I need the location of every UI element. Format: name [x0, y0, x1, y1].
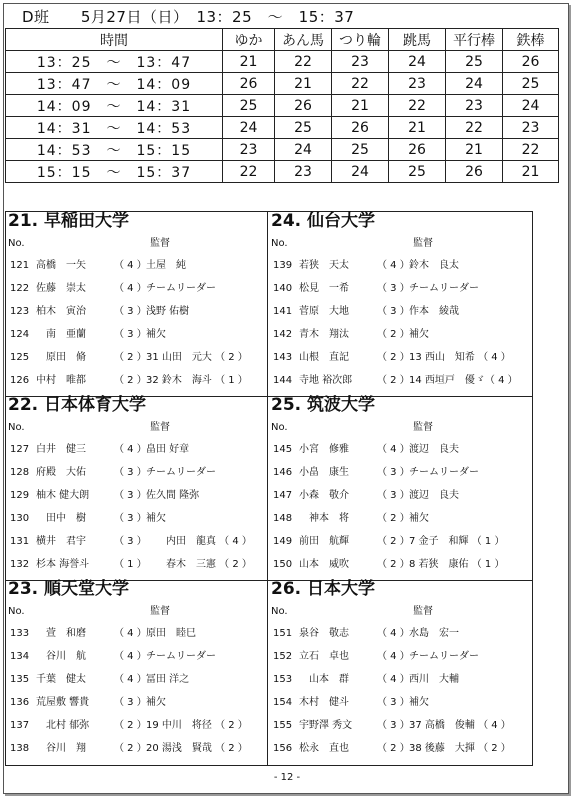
staff-or-reserve: 32 鈴木 海斗 （ 1 ）: [146, 375, 248, 386]
athlete-name: 杉本 海誉斗: [36, 559, 90, 570]
athlete-number: 125: [10, 352, 30, 363]
no-label: No.: [8, 422, 25, 433]
team-number-cell: 24: [332, 161, 389, 183]
team-number-cell: 22: [332, 73, 389, 95]
athlete-year: （ 3 ）: [114, 329, 147, 340]
athlete-name: 山根 直記: [299, 352, 349, 363]
table-header-row: [6, 29, 559, 51]
athlete-name: 菅原 大地: [299, 306, 349, 317]
athlete-year: （ 4 ）: [377, 651, 410, 662]
roster-row: [269, 349, 525, 367]
athlete-name: 田中 樹: [36, 513, 86, 524]
athlete-number: 150: [273, 559, 293, 570]
athlete-number: 131: [10, 536, 30, 547]
team-number-cell: 24: [446, 73, 503, 95]
team-number-cell: 26: [446, 161, 503, 183]
roster-row: [6, 441, 262, 459]
athlete-year: （ 3 ）: [377, 697, 410, 708]
athlete-year: （ 4 ）: [114, 260, 147, 271]
staff-or-reserve: 鈴木 良太: [409, 260, 459, 271]
team-number-cell: 25: [503, 73, 559, 95]
team-number-cell: 24: [223, 117, 275, 139]
staff-or-reserve: 補欠: [146, 697, 166, 708]
athlete-name: 宇野澤 秀文: [299, 720, 353, 731]
athlete-number: 134: [10, 651, 30, 662]
roster-row: [269, 510, 525, 528]
athlete-name: 柏木 寅治: [36, 306, 86, 317]
athlete-name: 若狭 天太: [299, 260, 349, 271]
team-name: 26. 日本大学: [271, 579, 376, 599]
time-slot: 14：31 ～ 14：53: [6, 117, 223, 139]
staff-or-reserve: 浅野 佑樹: [146, 306, 190, 317]
team-number-cell: 23: [503, 117, 559, 139]
staff-or-reserve: 内田 龍真 （ 4 ）: [146, 536, 252, 547]
athlete-number: 152: [273, 651, 293, 662]
team-block: [6, 396, 264, 580]
team-number-cell: 23: [332, 51, 389, 73]
staff-or-reserve: 冨田 洋之: [146, 674, 190, 685]
athlete-number: 153: [273, 674, 293, 685]
team-number-cell: 26: [223, 73, 275, 95]
team-number-cell: 25: [332, 139, 389, 161]
roster-row: [6, 487, 262, 505]
team-number-cell: 26: [503, 51, 559, 73]
athlete-number: 122: [10, 283, 30, 294]
staff-or-reserve: 7 金子 和輝 （ 1 ）: [409, 536, 505, 547]
team-number-cell: 25: [389, 161, 446, 183]
athlete-name: 谷川 航: [36, 651, 86, 662]
roster-row: [6, 349, 262, 367]
athlete-number: 155: [273, 720, 293, 731]
roster-row: [6, 625, 262, 643]
roster-row: [6, 303, 262, 321]
athlete-name: 立石 卓也: [299, 651, 349, 662]
athlete-year: （ 2 ）: [377, 559, 410, 570]
athlete-year: （ 3 ）: [114, 513, 147, 524]
staff-or-reserve: 渡辺 良夫: [409, 490, 459, 501]
staff-or-reserve: 西川 大輔: [409, 674, 459, 685]
athlete-year: （ 4 ）: [377, 260, 410, 271]
roster-row: [269, 303, 525, 321]
athlete-year: （ 3 ）: [377, 720, 410, 731]
staff-or-reserve: 19 中川 将径 （ 2 ）: [146, 720, 248, 731]
roster-row: [6, 556, 262, 574]
athlete-name: 白井 健三: [36, 444, 86, 455]
roster-row: [6, 280, 262, 298]
athlete-year: （ 3 ）: [377, 306, 410, 317]
staff-or-reserve: チームリーダー: [146, 651, 216, 662]
roster-row: [6, 326, 262, 344]
athlete-year: （ 4 ）: [114, 651, 147, 662]
athlete-name: 木村 健斗: [299, 697, 349, 708]
athlete-name: 小畠 康生: [299, 467, 349, 478]
athlete-year: （ 2 ）: [114, 375, 147, 386]
coach-label: 監督: [150, 238, 170, 249]
no-label: No.: [271, 238, 288, 249]
team-number-cell: 25: [275, 117, 332, 139]
time-slot: 13：47 ～ 14：09: [6, 73, 223, 95]
athlete-number: 135: [10, 674, 30, 685]
team-grid: [5, 211, 533, 766]
athlete-name: 北村 郁弥: [36, 720, 90, 731]
roster-row: [269, 717, 525, 735]
roster-row: [269, 694, 525, 712]
team-number-cell: 23: [223, 139, 275, 161]
roster-row: [269, 464, 525, 482]
athlete-name: 松永 直也: [299, 743, 349, 754]
athlete-year: （ 2 ）: [377, 536, 410, 547]
team-number-cell: 24: [275, 139, 332, 161]
no-label: No.: [271, 606, 288, 617]
athlete-name: 小宮 修雅: [299, 444, 349, 455]
team-number-cell: 25: [446, 51, 503, 73]
athlete-year: （ 3 ）: [114, 490, 147, 501]
staff-or-reserve: 原田 睦巳: [146, 628, 196, 639]
roster-row: [6, 257, 262, 275]
team-name: 23. 順天堂大学: [8, 579, 130, 599]
athlete-number: 127: [10, 444, 30, 455]
event-header: ゆか: [223, 29, 275, 51]
athlete-year: （ 2 ）: [377, 375, 410, 386]
table-row: [6, 95, 559, 117]
athlete-year: （ 2 ）: [377, 513, 410, 524]
team-number-cell: 21: [275, 73, 332, 95]
team-block: [269, 396, 527, 580]
staff-or-reserve: 補欠: [409, 329, 429, 340]
athlete-year: （ 4 ）: [114, 444, 147, 455]
roster-row: [6, 740, 262, 758]
athlete-name: 山本 群: [299, 674, 349, 685]
coach-label: 監督: [413, 238, 433, 249]
staff-or-reserve: 14 西垣戸 優ゞ（ 4 ）: [409, 375, 518, 386]
time-slot: 13：25 ～ 13：47: [6, 51, 223, 73]
event-header: あん馬: [275, 29, 332, 51]
no-label: No.: [8, 606, 25, 617]
staff-or-reserve: チームリーダー: [146, 283, 216, 294]
team-number-cell: 21: [503, 161, 559, 183]
roster-row: [269, 533, 525, 551]
table-row: [6, 117, 559, 139]
staff-or-reserve: チームリーダー: [409, 467, 479, 478]
athlete-name: 府殿 大佑: [36, 467, 86, 478]
team-block: [269, 212, 527, 396]
coach-label: 監督: [150, 606, 170, 617]
rotation-table: [5, 28, 559, 183]
athlete-name: 谷川 翔: [36, 743, 86, 754]
team-name: 24. 仙台大学: [271, 211, 376, 231]
team-number-cell: 22: [446, 117, 503, 139]
athlete-number: 144: [273, 375, 293, 386]
athlete-year: （ 2 ）: [114, 352, 147, 363]
roster-row: [269, 372, 525, 390]
athlete-number: 138: [10, 743, 30, 754]
athlete-year: （ 4 ）: [377, 628, 410, 639]
athlete-number: 121: [10, 260, 30, 271]
team-name: 25. 筑波大学: [271, 395, 376, 415]
athlete-number: 128: [10, 467, 30, 478]
athlete-number: 147: [273, 490, 293, 501]
athlete-number: 143: [273, 352, 293, 363]
athlete-year: （ 2 ）: [377, 329, 410, 340]
team-number-cell: 22: [503, 139, 559, 161]
athlete-year: （ 3 ）: [377, 283, 410, 294]
team-number-cell: 23: [275, 161, 332, 183]
staff-or-reserve: 春木 三憲 （ 2 ）: [146, 559, 252, 570]
staff-or-reserve: 31 山田 元大 （ 2 ）: [146, 352, 248, 363]
athlete-name: 柚木 健大朗: [36, 490, 90, 501]
roster-row: [6, 372, 262, 390]
team-number-cell: 26: [332, 117, 389, 139]
athlete-name: 原田 脩: [36, 352, 86, 363]
staff-or-reserve: 渡辺 良夫: [409, 444, 459, 455]
athlete-year: （ 4 ）: [377, 444, 410, 455]
team-name: 22. 日本体育大学: [8, 395, 147, 415]
athlete-name: 泉谷 敬志: [299, 628, 349, 639]
staff-or-reserve: 土屋 純: [146, 260, 186, 271]
athlete-year: （ 3 ）: [377, 490, 410, 501]
schedule-header: [22, 6, 354, 26]
athlete-name: 中村 唯都: [36, 375, 86, 386]
staff-or-reserve: 13 西山 知希 （ 4 ）: [409, 352, 511, 363]
athlete-number: 156: [273, 743, 293, 754]
staff-or-reserve: 20 湯浅 賢哉 （ 2 ）: [146, 743, 248, 754]
athlete-name: 寺地 裕次郎: [299, 375, 353, 386]
athlete-name: 小森 敬介: [299, 490, 349, 501]
roster-row: [6, 694, 262, 712]
event-header: 平行棒: [446, 29, 503, 51]
athlete-number: 130: [10, 513, 30, 524]
team-number-cell: 21: [332, 95, 389, 117]
athlete-name: 神本 将: [299, 513, 349, 524]
table-row: [6, 139, 559, 161]
roster-row: [269, 671, 525, 689]
team-number-cell: 21: [223, 51, 275, 73]
athlete-number: 132: [10, 559, 30, 570]
roster-row: [269, 257, 525, 275]
team-block: [6, 580, 264, 764]
athlete-number: 142: [273, 329, 293, 340]
roster-row: [6, 533, 262, 551]
event-header: 跳馬: [389, 29, 446, 51]
roster-row: [269, 625, 525, 643]
team-number-cell: 21: [446, 139, 503, 161]
athlete-year: （ 4 ）: [114, 283, 147, 294]
page-number: - 12 -: [273, 772, 301, 783]
athlete-number: 133: [10, 628, 30, 639]
date-time: 5月27日（日） 13：25 ～ 15：37: [80, 8, 355, 26]
team-number-cell: 23: [389, 73, 446, 95]
athlete-year: （ 3 ）: [377, 467, 410, 478]
athlete-number: 136: [10, 697, 30, 708]
athlete-number: 145: [273, 444, 293, 455]
event-header: 鉄棒: [503, 29, 559, 51]
team-block: [6, 212, 264, 396]
table-row: [6, 51, 559, 73]
athlete-name: 高橋 一矢: [36, 260, 86, 271]
coach-label: 監督: [413, 606, 433, 617]
coach-label: 監督: [150, 422, 170, 433]
team-number-cell: 22: [223, 161, 275, 183]
time-slot: 15：15 ～ 15：37: [6, 161, 223, 183]
roster-row: [269, 648, 525, 666]
athlete-number: 123: [10, 306, 30, 317]
staff-or-reserve: 作本 綾哉: [409, 306, 459, 317]
athlete-name: 前田 航輝: [299, 536, 349, 547]
roster-row: [269, 326, 525, 344]
team-name: 21. 早稲田大学: [8, 211, 130, 231]
athlete-number: 139: [273, 260, 293, 271]
athlete-year: （ 3 ）: [114, 536, 147, 547]
staff-or-reserve: 補欠: [146, 513, 166, 524]
athlete-year: （ 3 ）: [114, 467, 147, 478]
staff-or-reserve: 補欠: [409, 513, 429, 524]
staff-or-reserve: チームリーダー: [409, 651, 479, 662]
athlete-year: （ 2 ）: [114, 743, 147, 754]
team-number-cell: 24: [503, 95, 559, 117]
roster-row: [269, 441, 525, 459]
no-label: No.: [8, 238, 25, 249]
roster-row: [6, 671, 262, 689]
roster-row: [269, 280, 525, 298]
athlete-name: 横井 君宇: [36, 536, 86, 547]
no-label: No.: [271, 422, 288, 433]
athlete-year: （ 3 ）: [114, 306, 147, 317]
roster-row: [6, 464, 262, 482]
athlete-name: 南 亜蘭: [36, 329, 86, 340]
athlete-number: 137: [10, 720, 30, 731]
team-block: [269, 580, 527, 764]
athlete-name: 千葉 健太: [36, 674, 86, 685]
athlete-name: 佐藤 崇太: [36, 283, 86, 294]
staff-or-reserve: 37 高橋 俊輔 （ 4 ）: [409, 720, 511, 731]
staff-or-reserve: 補欠: [146, 329, 166, 340]
athlete-number: 124: [10, 329, 30, 340]
team-number-cell: 21: [389, 117, 446, 139]
athlete-number: 149: [273, 536, 293, 547]
athlete-year: （ 3 ）: [114, 697, 147, 708]
athlete-year: （ 2 ）: [377, 352, 410, 363]
athlete-number: 148: [273, 513, 293, 524]
athlete-year: （ 4 ）: [114, 628, 147, 639]
athlete-number: 126: [10, 375, 30, 386]
team-number-cell: 25: [223, 95, 275, 117]
roster-row: [6, 648, 262, 666]
athlete-name: 青木 翔汰: [299, 329, 349, 340]
athlete-name: 荒屋敷 響貴: [36, 697, 90, 708]
athlete-number: 141: [273, 306, 293, 317]
event-header: つり輪: [332, 29, 389, 51]
team-number-cell: 26: [389, 139, 446, 161]
athlete-number: 140: [273, 283, 293, 294]
time-slot: 14：53 ～ 15：15: [6, 139, 223, 161]
team-number-cell: 26: [275, 95, 332, 117]
roster-row: [269, 556, 525, 574]
roster-row: [6, 717, 262, 735]
team-number-cell: 24: [389, 51, 446, 73]
team-number-cell: 22: [389, 95, 446, 117]
athlete-year: （ 4 ）: [114, 674, 147, 685]
coach-label: 監督: [413, 422, 433, 433]
staff-or-reserve: 8 若狭 康佑 （ 1 ）: [409, 559, 505, 570]
athlete-year: （ 4 ）: [377, 674, 410, 685]
staff-or-reserve: 畠田 好章: [146, 444, 190, 455]
staff-or-reserve: 38 後藤 大揮 （ 2 ）: [409, 743, 511, 754]
athlete-name: 山本 威吹: [299, 559, 349, 570]
staff-or-reserve: 佐久間 隆弥: [146, 490, 200, 501]
athlete-name: 萱 和磨: [36, 628, 86, 639]
time-column-header: 時間: [6, 29, 223, 51]
athlete-number: 146: [273, 467, 293, 478]
athlete-name: 松見 一希: [299, 283, 349, 294]
group-label: D班: [22, 8, 50, 26]
team-number-cell: 22: [275, 51, 332, 73]
athlete-number: 154: [273, 697, 293, 708]
staff-or-reserve: 水島 宏一: [409, 628, 459, 639]
time-slot: 14：09 ～ 14：31: [6, 95, 223, 117]
table-row: [6, 161, 559, 183]
athlete-year: （ 2 ）: [114, 720, 147, 731]
staff-or-reserve: チームリーダー: [409, 283, 479, 294]
table-row: [6, 73, 559, 95]
roster-row: [269, 487, 525, 505]
athlete-year: （ 1 ）: [114, 559, 147, 570]
athlete-number: 129: [10, 490, 30, 501]
roster-row: [6, 510, 262, 528]
roster-row: [269, 740, 525, 758]
team-number-cell: 23: [446, 95, 503, 117]
staff-or-reserve: チームリーダー: [146, 467, 216, 478]
staff-or-reserve: 補欠: [409, 697, 429, 708]
athlete-year: （ 2 ）: [377, 743, 410, 754]
athlete-number: 151: [273, 628, 293, 639]
